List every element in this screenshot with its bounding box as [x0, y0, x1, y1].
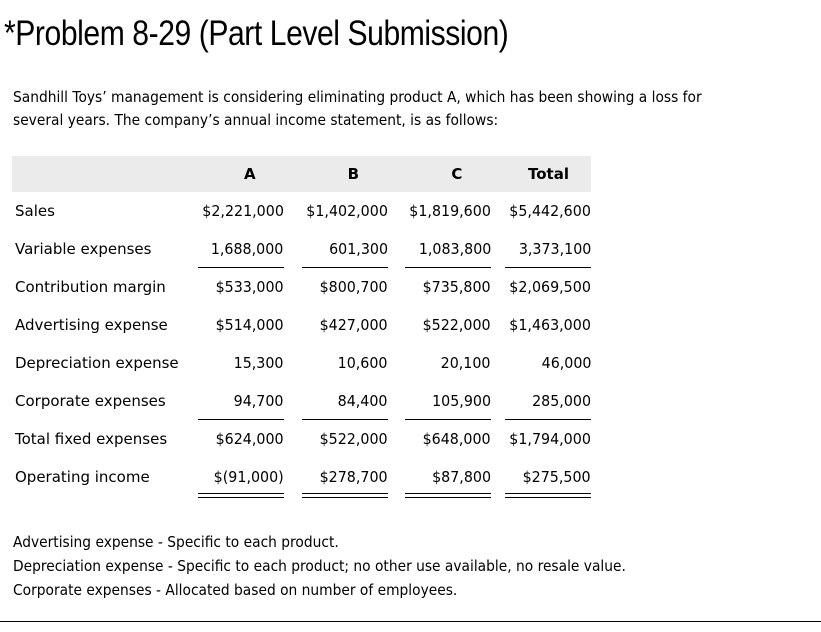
- cell-value: $522,000: [319, 430, 388, 448]
- table-cell: [284, 458, 388, 496]
- table-cell: [284, 192, 388, 230]
- table-cell: [181, 382, 284, 420]
- income-statement-table: [12, 156, 591, 496]
- cell-value: $87,800: [431, 468, 491, 486]
- cell-value: $1,794,000: [509, 430, 591, 448]
- table-row: [12, 230, 591, 268]
- double-underline-rule: [302, 493, 388, 498]
- cell-value: 1,083,800: [418, 240, 491, 258]
- row-label: Operating income: [15, 468, 150, 486]
- table-row: [12, 192, 591, 230]
- cell-value: 105,900: [431, 392, 491, 410]
- table-cell: [284, 230, 388, 268]
- cell-value: 285,000: [532, 392, 591, 410]
- bottom-divider: [0, 621, 821, 622]
- table-cell: [388, 268, 491, 306]
- note-corporate: Corporate expenses - Allocated based on number of employees.: [13, 581, 458, 599]
- header-product-b: B: [284, 156, 388, 192]
- cell-value: $5,442,600: [509, 202, 591, 220]
- table-cell: [491, 306, 591, 344]
- row-label: Corporate expenses: [15, 392, 166, 410]
- cell-value: $624,000: [215, 430, 284, 448]
- table-row: [12, 382, 591, 420]
- note-advertising: Advertising expense - Specific to each product.: [13, 533, 339, 551]
- cell-value: $800,700: [319, 278, 388, 296]
- table-row: [12, 420, 591, 458]
- cell-value: 3,373,100: [518, 240, 591, 258]
- table-cell: [181, 344, 284, 382]
- table-row: [12, 344, 591, 382]
- cell-value: 94,700: [233, 392, 284, 410]
- notes: [13, 530, 740, 602]
- table-cell: [388, 458, 491, 496]
- cell-value: 601,300: [329, 240, 388, 258]
- note-depreciation: Depreciation expense - Specific to each product; no other use available, no resale value.: [13, 557, 626, 575]
- table-cell: [181, 230, 284, 268]
- cell-value: $533,000: [215, 278, 284, 296]
- cell-value: 10,600: [338, 354, 388, 372]
- table-cell: [181, 306, 284, 344]
- table-cell: [284, 306, 388, 344]
- table-cell: [388, 382, 491, 420]
- cell-value: $2,069,500: [509, 278, 591, 296]
- cell-value: $2,221,000: [202, 202, 284, 220]
- table-cell: [181, 192, 284, 230]
- cell-value: $278,700: [319, 468, 388, 486]
- row-label: Sales: [15, 202, 55, 220]
- page-title: *Problem 8-29 (Part Level Submission): [4, 14, 509, 53]
- table-row: [12, 458, 591, 496]
- cell-value: $522,000: [422, 316, 491, 334]
- table-cell: [491, 192, 591, 230]
- table-cell: [181, 458, 284, 496]
- cell-value: 46,000: [541, 354, 591, 372]
- table-cell: [491, 458, 591, 496]
- cell-value: 1,688,000: [211, 240, 284, 258]
- table-cell: [181, 420, 284, 458]
- table-cell: [284, 382, 388, 420]
- row-label: Advertising expense: [15, 316, 168, 334]
- header-product-c: C: [388, 156, 491, 192]
- table-row: [12, 268, 591, 306]
- cell-value: $1,463,000: [509, 316, 591, 334]
- cell-value: $(91,000): [213, 468, 284, 486]
- table-cell: [284, 420, 388, 458]
- table-cell: [284, 344, 388, 382]
- header-product-a: A: [181, 156, 284, 192]
- cell-value: 15,300: [233, 354, 284, 372]
- cell-value: 84,400: [338, 392, 388, 410]
- cell-value: 20,100: [440, 354, 491, 372]
- table-cell: [388, 420, 491, 458]
- table-cell: [491, 230, 591, 268]
- cell-value: $514,000: [215, 316, 284, 334]
- table-row: [12, 306, 591, 344]
- cell-value: $648,000: [422, 430, 491, 448]
- row-label: Contribution margin: [15, 278, 166, 296]
- double-underline-rule: [405, 493, 491, 498]
- row-label: Variable expenses: [15, 240, 152, 258]
- table-header-row: [12, 156, 591, 192]
- double-underline-rule: [505, 493, 591, 498]
- cell-value: $1,402,000: [306, 202, 388, 220]
- header-total: Total: [491, 156, 591, 192]
- double-underline-rule: [198, 493, 284, 498]
- table-cell: [491, 344, 591, 382]
- cell-value: $735,800: [422, 278, 491, 296]
- table-cell: [181, 268, 284, 306]
- row-label: Total fixed expenses: [15, 430, 168, 448]
- table-cell: [388, 344, 491, 382]
- header-blank: [12, 156, 181, 192]
- cell-value: $1,819,600: [409, 202, 491, 220]
- cell-value: $427,000: [319, 316, 388, 334]
- table-cell: [388, 192, 491, 230]
- intro-paragraph: Sandhill Toys’ management is considering eliminating product A, which has been showing a loss for several years. The company’s annual income statement, is as follows:: [13, 88, 702, 129]
- cell-value: $275,500: [523, 468, 591, 486]
- table-cell: [388, 230, 491, 268]
- table-cell: [491, 382, 591, 420]
- table-cell: [388, 306, 491, 344]
- table-cell: [491, 268, 591, 306]
- table-cell: [284, 268, 388, 306]
- row-label: Depreciation expense: [15, 354, 179, 372]
- income-statement-table-wrapper: [12, 156, 592, 496]
- table-cell: [491, 420, 591, 458]
